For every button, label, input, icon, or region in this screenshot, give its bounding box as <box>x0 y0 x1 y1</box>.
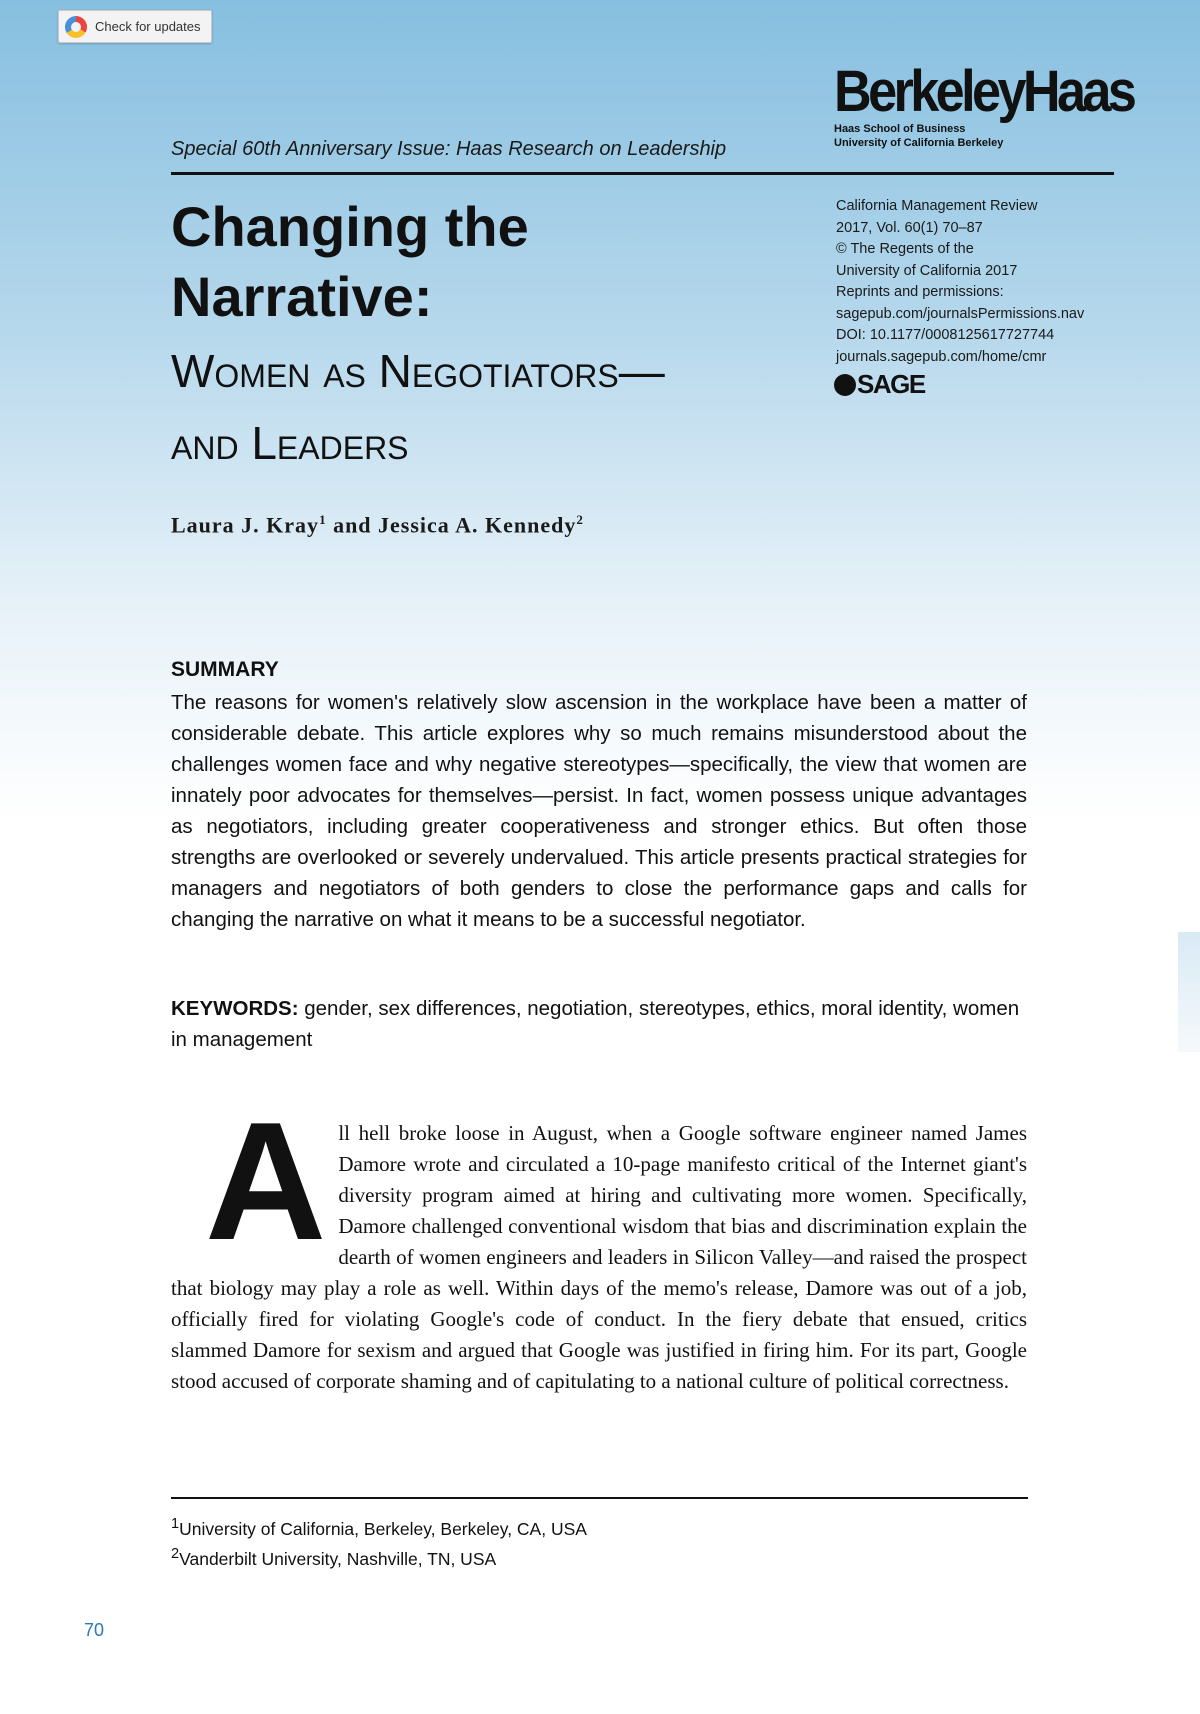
title-line2: Narrative: <box>171 265 433 328</box>
permissions-link[interactable]: sagepub.com/journalsPermissions.nav <box>836 305 1085 322</box>
copyright-line2: University of California 2017 <box>836 262 1018 279</box>
keywords-label: KEYWORDS: <box>171 997 299 1020</box>
author-2: Jessica A. Kennedy <box>378 512 577 538</box>
sage-wordmark: SAGE <box>857 369 925 399</box>
author-1-affiliation-mark: 1 <box>319 512 327 527</box>
copyright-line1: © The Regents of the <box>836 241 974 257</box>
special-issue-line: Special 60th Anniversary Issue: Haas Research on Leadership <box>171 138 727 160</box>
keywords-text: gender, sex differences, negotiation, stereotypes, ethics, moral identity, women in management <box>171 997 1020 1051</box>
article-title <box>171 192 529 332</box>
crossmark-icon <box>65 16 87 38</box>
footnote-text: University of California, Berkeley, Berkeley, CA, USA <box>179 1518 587 1539</box>
footnote-mark: 2 <box>171 1545 180 1562</box>
logo-wordmark: BerkeleyHaas <box>834 59 1134 124</box>
author-separator: and <box>326 512 379 538</box>
footnote-divider <box>171 1497 1028 1499</box>
sage-circle-icon <box>834 374 856 396</box>
footnotes <box>171 1512 587 1572</box>
sage-logo <box>834 369 925 400</box>
berkeley-haas-logo <box>834 59 1134 150</box>
title-line1: Changing the <box>171 195 529 258</box>
doi-link[interactable]: DOI: 10.1177/0008125617727744 <box>836 327 1055 343</box>
check-for-updates-button[interactable] <box>58 10 212 43</box>
author-2-affiliation-mark: 2 <box>576 512 584 527</box>
subtitle-line2: and Leaders <box>171 417 409 469</box>
journal-info <box>836 196 1084 368</box>
drop-cap: A <box>205 1087 327 1275</box>
header-divider <box>171 172 1114 175</box>
page-number: 70 <box>84 1620 105 1640</box>
summary-text: The reasons for women's relatively slow ascension in the workplace have been a matter of considerable debate. This article explores why so much remains misunderstood about the challenges women face and why negative stereotypes—specifically, the view that women are innately poor advocates for themselves—persist. In fact, women possess unique advantages as negotiators, including greater cooperativeness and stronger ethics. But often those strengths are overlooked or severely undervalued. This article presents practical strategies for managers and negotiators of both genders to close the performance gaps and calls for changing the narrative on what it means to be a successful negotiator. <box>171 691 1027 931</box>
body-paragraph: ll hell broke loose in August, when a Google software engineer named James Damore wrote and circulated a 10-page manifesto critical of the Internet giant's diversity program aimed at hiring and cultivating more women. Specifically, Damore challenged conventional wisdom that bias and discrimination explain the dearth of women engineers and leaders in Silicon Valley—and raised the prospect that biology may play a role as well. Within days of the memo's release, Damore was out of a job, officially fired for violating Google's code of conduct. In the fiery debate that ensued, critics slammed Damore for sexism and argued that Google was justified in firing him. For its part, Google stood accused of corporate shaming and of capitulating to a national culture of political correctness. <box>171 1121 1027 1393</box>
keywords <box>171 993 1027 1055</box>
footnote-1 <box>171 1512 587 1542</box>
logo-line1: Haas School of Business <box>834 123 966 135</box>
author-line <box>171 512 584 538</box>
logo-line2: University of California Berkeley <box>834 137 1004 149</box>
summary-heading: SUMMARY <box>171 658 279 681</box>
reprints-label: Reprints and permissions: <box>836 284 1004 300</box>
footnote-text: Vanderbilt University, Nashville, TN, USA <box>179 1548 497 1569</box>
side-tab <box>1178 932 1200 1052</box>
author-1: Laura J. Kray <box>171 512 320 538</box>
footnote-2 <box>171 1542 587 1572</box>
check-for-updates-label: Check for updates <box>95 19 201 34</box>
article-body <box>171 1087 1027 1397</box>
article-subtitle <box>171 335 871 479</box>
journal-volume: 2017, Vol. 60(1) 70–87 <box>836 219 983 236</box>
journal-home-link[interactable]: journals.sagepub.com/home/cmr <box>836 348 1047 365</box>
subtitle-line1: Women as Negotiators— <box>171 345 665 397</box>
journal-name: California Management Review <box>836 198 1038 214</box>
footnote-mark: 1 <box>171 1516 180 1532</box>
